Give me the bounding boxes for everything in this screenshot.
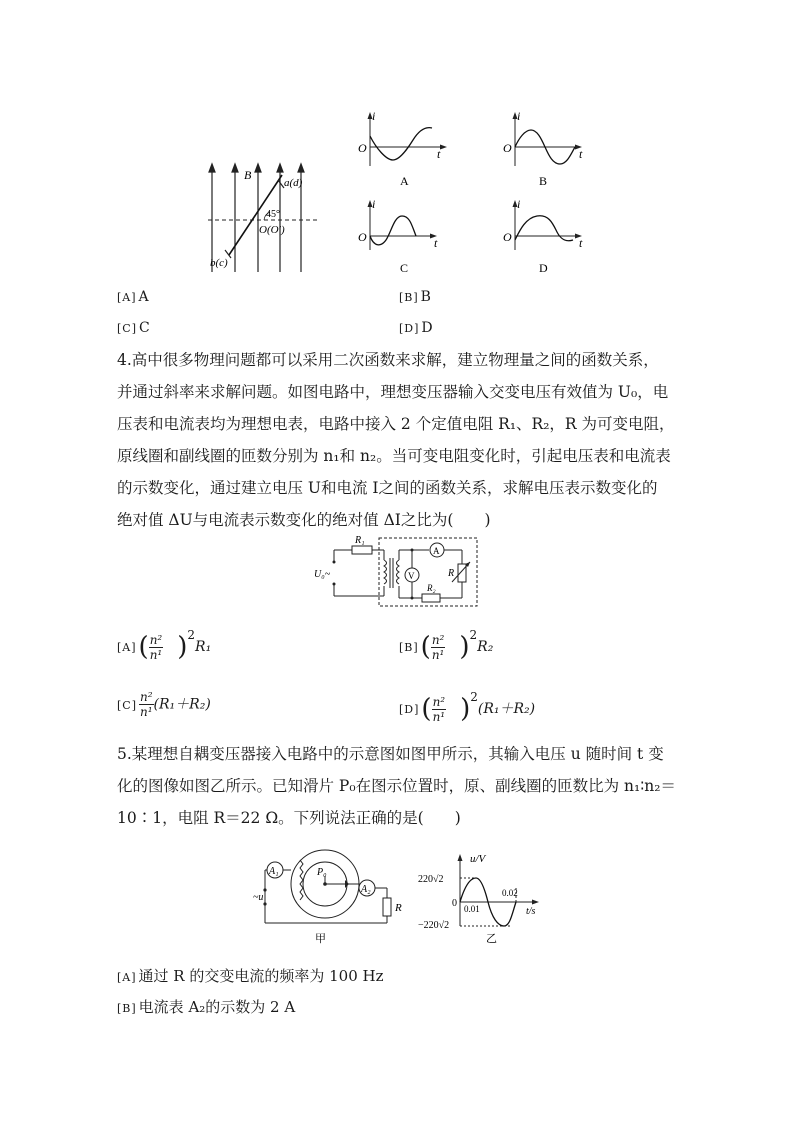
q3-graph-D: [497, 196, 597, 281]
label-U0: U₀~: [314, 569, 331, 580]
axis-origin: O: [358, 141, 367, 155]
axis-t: t: [579, 147, 583, 161]
q3-option-D[interactable]: [D] D: [399, 320, 433, 336]
q3-option-A[interactable]: [A] A: [117, 289, 149, 305]
axis-t: t: [437, 147, 441, 161]
ammeter-A2: A₂: [361, 884, 371, 895]
q4-option-B[interactable]: [B]( $\frac{\text{n²}}{\text{n¹}}$ )2R₂: [399, 628, 494, 662]
axis-i: i: [372, 197, 376, 211]
tick-t2: 0.02: [502, 888, 518, 898]
axis-origin: O: [503, 230, 512, 244]
q5-option-B[interactable]: [B] 电流表 A₂的示数为 2 A: [117, 998, 296, 1016]
tick-t1: 0.01: [464, 904, 480, 914]
graph-label: A: [400, 174, 409, 188]
graph-label: D: [539, 261, 548, 275]
label-neg-peak: −220√2: [418, 920, 450, 931]
q4-circuit-diagram: [312, 532, 482, 612]
q5-figure-jia: [245, 848, 415, 948]
ammeter-A: A: [433, 546, 440, 556]
axis-i: i: [517, 109, 521, 123]
label-zero: 0: [452, 898, 457, 909]
angle-label: 45°: [266, 209, 280, 220]
resistor-R: R: [395, 902, 402, 914]
label-pos-peak: 220√2: [418, 874, 444, 885]
q4-stem: 4.高中很多物理问题都可以采用二次函数来求解，建立物理量之间的函数关系， 并通过斜率来求解问题。如图电路中，理想变压器输入交变电压有效值为 U₀，电 压表和电流表均为理想电表，电路中接入 2 个定值电阻 R₁、R₂，R 为可变电阻， 原线圈和副线圈的匝数分别为 n₁和 n₂。当可变电阻变化时，引起电压表和电流表 的示数变化，通过建立电压 U和电流 I之间的函数关系，求解电压表示数变化的 绝对值 ΔU与电流表示数变化的绝对值 ΔI之比为( ): [117, 351, 675, 529]
axis-t: t: [434, 236, 438, 250]
q5-option-A[interactable]: [A] 通过 R 的交变电流的频率为 100 Hz: [117, 967, 384, 985]
ammeter-A1: A₁: [269, 866, 279, 877]
q3-magnetic-field-figure: [200, 160, 325, 278]
axis-t: t: [579, 236, 583, 250]
caption-yi: 乙: [486, 933, 497, 945]
axis-i: i: [517, 197, 521, 211]
caption-jia: 甲: [315, 933, 326, 945]
axis-origin: O: [358, 230, 367, 244]
graph-label: B: [539, 174, 548, 188]
point-label-a: a(d): [284, 177, 303, 189]
graph-label: C: [400, 261, 409, 275]
q3-option-C[interactable]: [C] C: [117, 320, 150, 336]
axis-t: t/s: [526, 906, 536, 917]
field-label-B: B: [244, 168, 252, 182]
slider-P0: P₀: [317, 867, 327, 878]
q4-option-C[interactable]: [C] $\frac{\text{n²}}{\text{n¹}}$ (R₁＋R₂): [117, 690, 211, 719]
q3-graph-A: [352, 108, 452, 193]
axis-origin: O: [503, 141, 512, 155]
point-label-b: b(c): [210, 257, 228, 269]
voltmeter-V: V: [408, 571, 415, 581]
label-R1: R₁: [355, 535, 365, 546]
axis-i: i: [372, 109, 376, 123]
axis-u: u/V: [470, 853, 486, 865]
q3-graph-C: [352, 196, 452, 281]
input-u: ~u: [253, 892, 264, 903]
q3-option-B[interactable]: [B] B: [399, 289, 431, 305]
center-label: O(O′): [259, 224, 285, 236]
q5-stem: 5.某理想自耦变压器接入电路中的示意图如图甲所示，其输入电压 u 随时间 t 变 化的图像如图乙所示。已知滑片 P₀在图示位置时，原、副线圈的匝数比为 n₁∶n₂＝ 10∶1，电阻 R＝22 Ω。下列说法正确的是( ): [117, 745, 676, 827]
q3-graph-B: [497, 108, 597, 193]
label-R2: R₂: [427, 583, 436, 593]
q5-figure-yi: [418, 848, 548, 948]
q4-option-D[interactable]: [D]( $\frac{\text{n²}}{\text{n¹}}$ )2(R₁＋R₂): [399, 690, 536, 724]
q4-option-A[interactable]: [A]( $\frac{\text{n²}}{\text{n¹}}$ )2R₁: [117, 628, 212, 662]
label-R: R: [448, 568, 455, 579]
